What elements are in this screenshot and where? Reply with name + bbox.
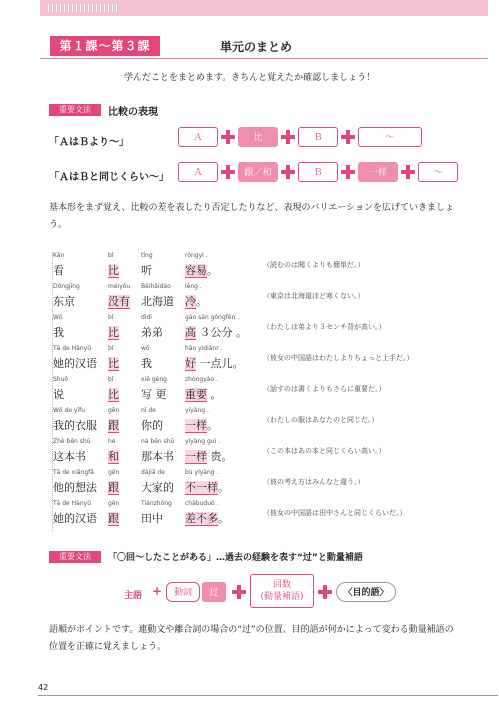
- hanzi-text: 写 更: [141, 388, 167, 401]
- example-segment: [185, 469, 275, 495]
- hanzi-text: 看: [53, 264, 64, 277]
- pinyin: lěng .: [185, 283, 202, 290]
- pattern2-box-a: Ａ: [178, 162, 218, 182]
- example-segment: [185, 376, 275, 402]
- pinyin: Kàn: [53, 252, 65, 259]
- example-row: [53, 252, 493, 280]
- pinyin: gēn: [108, 469, 120, 476]
- pinyin: nà běn shū: [141, 438, 175, 445]
- pattern1-box-b: Ｂ: [298, 127, 338, 147]
- page-number: 42: [38, 683, 49, 692]
- section1-description: 基本形をまず覚え、比較の差を表したり否定したりなど、表現のバリエーションを広げていきましょう。: [49, 203, 455, 230]
- top-decor-stripes: [48, 4, 120, 12]
- hanzi: [185, 510, 275, 526]
- hanzi-highlight: 比: [108, 326, 119, 339]
- hanzi: [185, 293, 275, 309]
- translation: （彼の考え方はみんなと違う。）: [263, 478, 365, 486]
- plus-icon: [221, 165, 235, 179]
- pinyin: nǐ de: [141, 407, 156, 414]
- plus-icon: [221, 130, 235, 144]
- translation: （彼女の中国語は田中さんと同じくらいだ。）: [263, 509, 407, 517]
- plus-icon: [341, 130, 355, 144]
- translation: （読むのは聞くよりも簡単だ。）: [263, 261, 365, 269]
- unit-title: 単元のまとめ: [220, 40, 293, 54]
- example-row: [53, 283, 493, 311]
- translation: （わたしは弟より３センチ背が高い。）: [263, 323, 386, 331]
- hanzi-highlight: 和: [108, 450, 119, 463]
- example-row: [53, 469, 493, 497]
- grammar-badge: 重要文法: [49, 104, 101, 116]
- hanzi-tail: 贵。: [207, 450, 233, 463]
- pinyin: bǐ: [108, 376, 114, 383]
- plus-icon: [232, 585, 246, 599]
- pinyin: hǎo yìdiǎnr .: [185, 345, 223, 352]
- hanzi: [185, 355, 275, 371]
- pinyin: méiyǒu: [108, 283, 131, 290]
- pinyin: tīng: [141, 252, 153, 259]
- plus-icon: [281, 130, 295, 144]
- flow-verb: 動詞: [166, 582, 200, 602]
- example-row: [53, 314, 493, 342]
- pinyin: Wǒ: [53, 314, 63, 321]
- pinyin: dìdi: [141, 314, 152, 321]
- hanzi-highlight: 比: [108, 357, 119, 370]
- hanzi-highlight: 没有: [108, 295, 130, 308]
- pinyin: róngyì .: [185, 252, 208, 259]
- pinyin: Tā de xiǎngfǎ: [53, 469, 94, 476]
- pinyin: chàbuduō .: [185, 500, 219, 507]
- hanzi-highlight: 不一样: [185, 481, 218, 494]
- hanzi-highlight: 差不多: [185, 512, 218, 525]
- hanzi-text: 我: [53, 326, 64, 339]
- hanzi-text: 她的汉语: [53, 357, 97, 370]
- pattern1-box-a: Ａ: [178, 127, 218, 147]
- hanzi-text: 北海道: [141, 295, 174, 308]
- hanzi-text: 田中: [141, 512, 163, 525]
- plus-icon: [281, 165, 295, 179]
- plus-sign: +: [152, 584, 163, 598]
- hanzi-highlight: 比: [108, 264, 119, 277]
- pinyin: dàjiā de: [141, 469, 165, 476]
- hanzi-tail: 。: [207, 264, 218, 277]
- pinyin: Tā de Hànyǔ: [53, 345, 92, 352]
- example-segment: [185, 438, 275, 464]
- translation: （彼女の中国語はわたしよりちょっと上手だ。）: [263, 354, 414, 362]
- flow-object: 〈目的語〉: [336, 582, 396, 602]
- hanzi-highlight: 跟: [108, 481, 119, 494]
- hanzi-highlight: 好: [185, 357, 196, 370]
- example-segment: [185, 500, 275, 526]
- flow-guo: 过: [202, 582, 226, 602]
- plus-icon: [318, 585, 332, 599]
- hanzi: [185, 417, 275, 433]
- hanzi-tail: 。: [207, 419, 218, 432]
- subtitle: 学んだことをまとめます。きちんと覚えたか確認しましょう！: [123, 73, 376, 83]
- hanzi-highlight: 一样: [185, 419, 207, 432]
- hanzi-text: 她的汉语: [53, 512, 97, 525]
- pattern2-box-tilde: ～: [418, 162, 458, 182]
- hanzi-text: 他的想法: [53, 481, 97, 494]
- pinyin: yíyàng .: [185, 407, 209, 414]
- footer-rule: [38, 695, 498, 696]
- pinyin: Tiánzhōng: [141, 500, 172, 507]
- pinyin: Běihǎidào: [141, 283, 171, 290]
- hanzi-tail: 。: [207, 388, 222, 401]
- hanzi-text: 大家的: [141, 481, 174, 494]
- hanzi-highlight: 高: [185, 326, 196, 339]
- example-segment: [185, 345, 275, 371]
- translation: （話すのは書くよりもさらに重要だ。）: [263, 385, 386, 393]
- hanzi-text: 我: [141, 357, 152, 370]
- plus-icon: [401, 165, 415, 179]
- pattern1-box-bi: 比: [238, 127, 278, 147]
- hanzi-tail: 。: [218, 512, 229, 525]
- section2-title: 「〇回～したことがある」…過去の経験を表す“过”と動量補語: [108, 553, 363, 563]
- section1-title: 比較の表現: [108, 107, 158, 118]
- hanzi-highlight: 重要: [185, 388, 207, 401]
- hanzi-highlight: 容易: [185, 264, 207, 277]
- hanzi-highlight: 跟: [108, 512, 119, 525]
- hanzi: [185, 324, 275, 340]
- hanzi-text: 东京: [53, 295, 75, 308]
- hanzi-highlight: 跟: [108, 419, 119, 432]
- example-row: [53, 500, 493, 528]
- pinyin: bǐ: [108, 314, 114, 321]
- grammar-badge-2: 重要文法: [49, 551, 101, 563]
- pattern2-box-gen: 跟／和: [238, 162, 278, 182]
- pinyin: Zhè běn shū: [53, 438, 91, 445]
- translation: （この本はあの本と同じくらい高い。）: [263, 447, 386, 455]
- pinyin: Tā de Hànyǔ: [53, 500, 92, 507]
- pinyin: Wǒ de yīfu: [53, 407, 86, 414]
- hanzi: [185, 479, 275, 495]
- hanzi: [185, 262, 275, 278]
- example-row: [53, 438, 493, 466]
- pattern2-label: 「ＡはＢと同じくらい～」: [49, 172, 169, 183]
- pattern1-box-tilde: ～: [358, 127, 422, 147]
- example-row: [53, 376, 493, 404]
- pinyin: gēn: [108, 500, 120, 507]
- hanzi: [185, 386, 275, 402]
- example-list: [52, 252, 493, 532]
- flow-count: 回数 (動量補語): [250, 574, 314, 608]
- hanzi-highlight: 冷: [185, 295, 196, 308]
- pinyin: Dōngjīng: [53, 283, 80, 290]
- pinyin: xiě gèng: [141, 376, 167, 383]
- flow-subject: 主語: [124, 591, 143, 601]
- example-segment: [185, 283, 275, 309]
- pinyin: wǒ: [141, 345, 150, 352]
- pinyin: gēn: [108, 407, 120, 414]
- hanzi-text: 我的衣服: [53, 419, 97, 432]
- pattern2-box-yiyang: 一样: [358, 162, 398, 182]
- hanzi-tail: 。: [196, 295, 207, 308]
- hanzi-text: 说: [53, 388, 64, 401]
- pinyin: hé: [108, 438, 116, 445]
- section2-description: 語順がポイントです。連動文や離合詞の場合の“过”の位置、目的語が何かによって変わる動量補語の位置を正確に覚えましょう。: [49, 625, 454, 652]
- pinyin: gāo sān gōngfēn .: [185, 314, 240, 321]
- hanzi-text: 你的: [141, 419, 163, 432]
- pinyin: yíyàng guì .: [185, 438, 221, 445]
- hanzi: [185, 448, 275, 464]
- plus-icon: [341, 165, 355, 179]
- hanzi-tail: ３公分 。: [196, 326, 247, 339]
- example-segment: [185, 252, 275, 278]
- chapter-label: 第１課〜第３課: [50, 36, 160, 56]
- example-segment: [185, 314, 275, 340]
- hanzi-text: 听: [141, 264, 152, 277]
- hanzi-highlight: 比: [108, 388, 119, 401]
- pinyin: Shuō: [53, 376, 69, 383]
- pinyin: bù yíyàng .: [185, 469, 219, 476]
- example-row: [53, 407, 493, 435]
- hanzi-text: 那本书: [141, 450, 174, 463]
- hanzi-highlight: 一样: [185, 450, 207, 463]
- hanzi-tail: 一点儿。: [196, 357, 244, 370]
- translation: （東京は北海道ほど寒くない。）: [263, 292, 365, 300]
- hanzi-text: 弟弟: [141, 326, 163, 339]
- pattern2-box-b: Ｂ: [298, 162, 338, 182]
- pinyin: zhòngyào .: [185, 376, 218, 383]
- translation: （わたしの服はあなたのと同じだ。）: [263, 416, 379, 424]
- pattern1-label: 「ＡはＢより～」: [49, 137, 129, 148]
- example-row: [53, 345, 493, 373]
- hanzi-text: 这本书: [53, 450, 86, 463]
- pinyin: bǐ: [108, 345, 114, 352]
- hanzi-tail: 。: [218, 481, 229, 494]
- pinyin: bǐ: [108, 252, 114, 259]
- example-segment: [185, 407, 275, 433]
